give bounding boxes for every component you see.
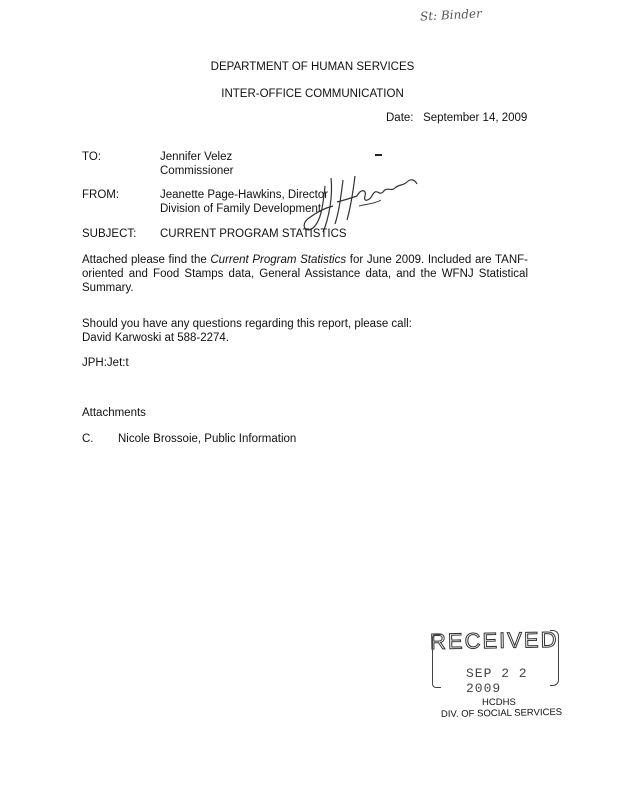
p1-before: Attached please find the [82,254,211,266]
stamp-date: SEP 2 2 2009 [466,666,528,696]
body-paragraph-2-line-1: Should you have any questions regarding this report, please call: [82,318,412,330]
subject-text: CURRENT PROGRAM STATISTICS [160,228,347,240]
from-label: FROM: [82,189,120,201]
attachments-label: Attachments [82,407,146,419]
p1-after: for June 2009. Included are TANF-oriented and Food Stamps data, General Assistance data, and the WFNJ Statistical Summary. [82,254,528,294]
stamp-left-bracket [432,634,441,688]
initials: JPH:Jet:t [82,357,129,369]
department-heading: DEPARTMENT OF HUMAN SERVICES [210,61,415,73]
cc-text: Nicole Brossoie, Public Information [118,433,297,445]
subject-label: SUBJECT: [82,228,137,240]
body-paragraph-2-line-2: David Karwoski at 588-2274. [82,332,230,344]
date-line [386,112,527,124]
stamp-org-line-1: HCDHS [482,697,516,708]
from-name: Jeanette Page-Hawkins, Director [160,189,329,201]
body-paragraph-1 [82,253,528,295]
communication-type-heading: INTER-OFFICE COMMUNICATION [221,88,404,100]
dash-mark [375,154,382,156]
to-name: Jennifer Velez [160,151,233,163]
from-division: Division of Family Development [160,203,322,215]
date-value: September 14, 2009 [423,112,528,124]
to-label: TO: [82,151,101,163]
stamp-org-line-2: DIV. OF SOCIAL SERVICES [440,706,563,721]
handwritten-note: St: Binder [419,6,483,24]
received-stamp [429,626,560,696]
p1-italic: Current Program Statistics [210,254,347,266]
date-label: Date: [386,112,414,124]
to-title: Commissioner [160,165,234,177]
cc-label: C. [82,433,94,445]
stamp-received-text: RECEIVED [429,626,559,655]
